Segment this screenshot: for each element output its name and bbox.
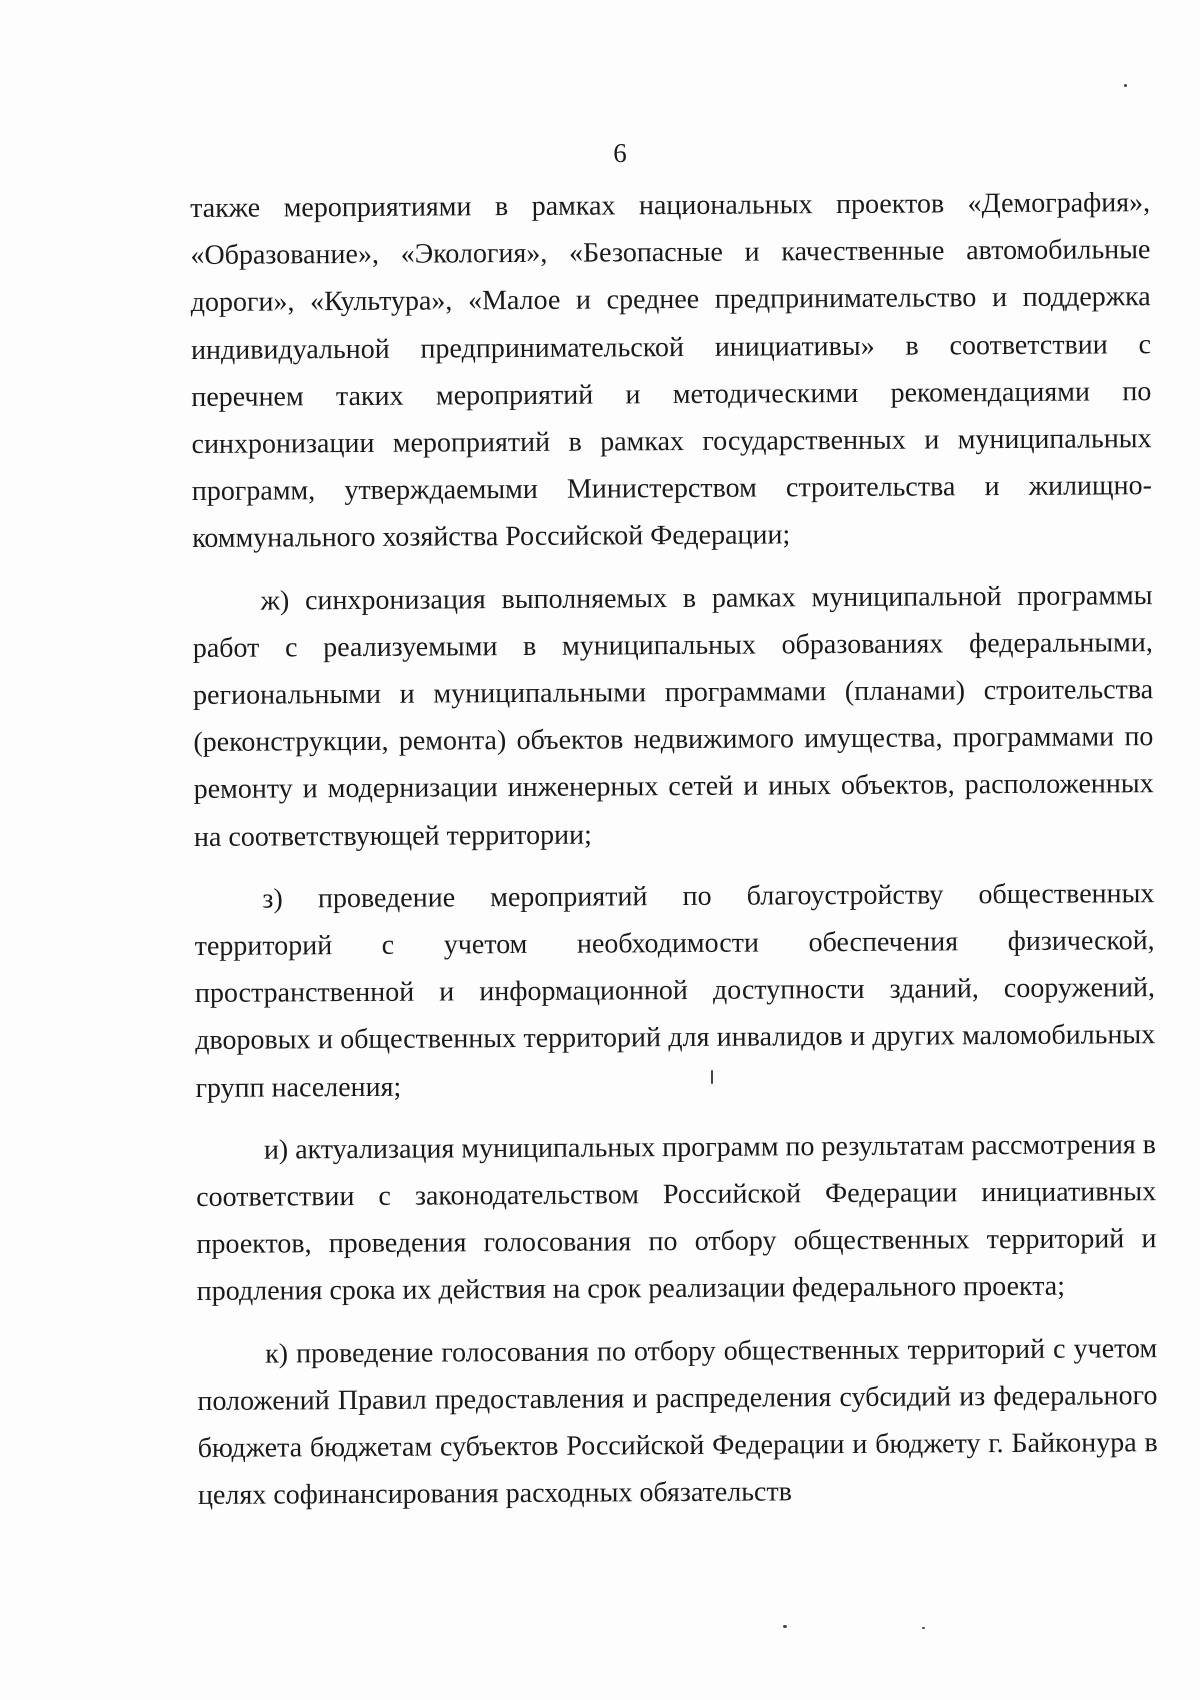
paragraph-continuation: также мероприятиями в рамках национальных проектов «Демография», «Образование», «Экология», «Безопасные и качественные автомобильные дороги», «Культура», «Малое и среднее предпринимательство и поддержка индивидуальной предпринимательской инициативы» в соответствии с перечнем таких мероприятий и методическими рекомендациями по синхронизации мероприятий в рамках государственных и муниципальных программ, утверждаемыми Министерством строительства и жилищно-коммунального хозяйства Российской Федерации; [190, 187, 1152, 555]
scan-speck [783, 1625, 787, 1628]
document-body [190, 179, 1158, 1534]
scan-speck [711, 1070, 713, 1084]
scan-speck [922, 1627, 925, 1629]
page-number: 6 [613, 138, 627, 168]
paragraph-item-i: и) актуализация муниципальных программ по результатам рассмотрения в соответствии с законодательством Российской Федерации инициативных проектов, проведения голосования по отбору общественных территорий и продления срока их действия на срок реализации федерального проекта; [196, 1128, 1157, 1308]
paragraph-item-k: к) проведение голосования по отбору общественных территорий с учетом положений Правил предоставления и распределения субсидий из федерального бюджета бюджетам субъектов Российской Федерации и бюджету г. Байконура в целях софинансирования расходных обязательств [197, 1332, 1158, 1512]
scan-speck [1124, 84, 1127, 87]
paragraph-item-z: з) проведение мероприятий по благоустройству общественных территорий с учетом необходимости обеспечения физической, пространственной и информационной доступности зданий, сооружений, дворовых и общественных территорий для инвалидов и других маломобильных групп населения; [194, 877, 1156, 1104]
paragraph-item-zh: ж) синхронизация выполняемых в рамках муниципальной программы работ с реализуемыми в муниципальных образованиях федеральными, региональными и муниципальными программами (планами) строительства (реконструкции, ремонта) объектов недвижимого имущества, программами по ремонту и модернизации инженерных сетей и иных объектов, расположенных на соответствующей территории; [192, 579, 1154, 853]
